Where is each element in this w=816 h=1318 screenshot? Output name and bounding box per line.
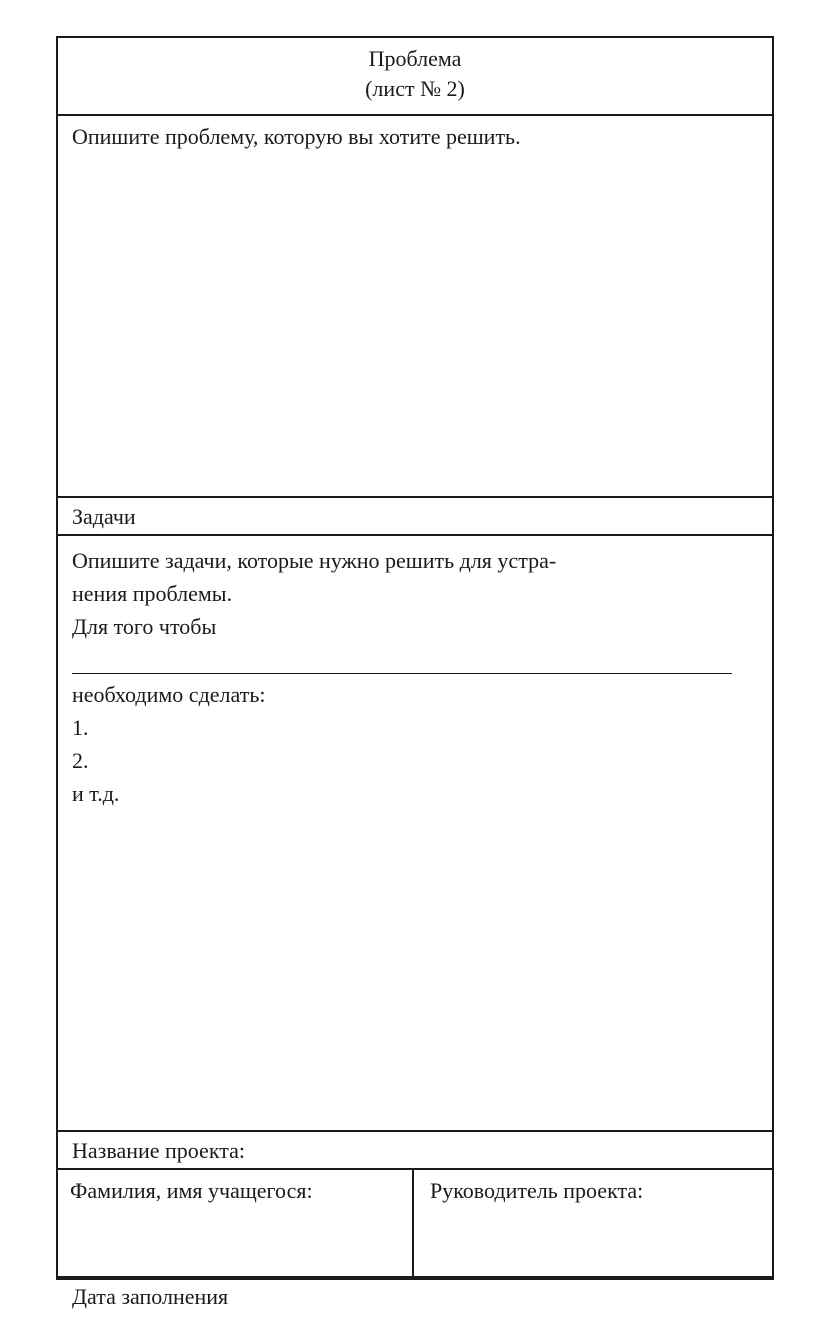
supervisor-field[interactable] [414,1170,772,1276]
problem-description-field[interactable] [58,116,772,498]
task-item-2: 2. [72,748,89,773]
tasks-label: Задачи [72,504,136,529]
form-header [58,38,772,116]
task-item-etc: и т.д. [72,781,120,806]
form-title: Проблема [368,46,462,71]
sheet-number: (лист № 2) [365,76,465,101]
project-name-field[interactable] [58,1132,772,1170]
fill-date-label: Дата заполнения [72,1284,229,1309]
need-to-do-label: необходимо сделать: [72,682,266,707]
tasks-section-label [58,498,772,536]
goal-blank-line[interactable] [72,643,732,674]
student-name-field[interactable] [58,1170,414,1276]
tasks-prompt-line-1: Опишите задачи, которые нужно решить для устра- [72,548,557,573]
tasks-description-field[interactable] [58,536,772,1132]
problem-form-sheet [56,36,774,1309]
problem-prompt: Опишите проблему, которую вы хотите решить. [72,124,521,149]
supervisor-label: Руководитель проекта: [430,1178,644,1203]
task-item-1: 1. [72,715,89,740]
fill-date-field[interactable] [58,1278,772,1318]
in-order-to-label: Для того чтобы [72,614,217,639]
people-row [58,1170,772,1278]
student-name-label: Фамилия, имя учащегося: [70,1178,313,1203]
project-name-label: Название проекта: [72,1138,245,1163]
tasks-prompt-line-2: нения проблемы. [72,581,233,606]
